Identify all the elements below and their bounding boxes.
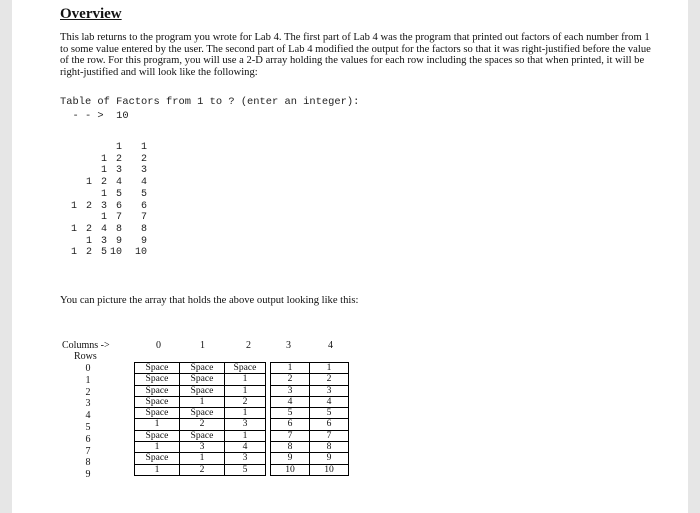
factor-cell: 1 xyxy=(100,188,107,200)
array-cell: 1 xyxy=(225,374,266,385)
array-cell: 7 xyxy=(310,430,349,441)
array-cell: Space xyxy=(180,363,225,374)
factor-cell: 3 xyxy=(100,235,107,247)
array-caption: You can picture the array that holds the above output looking like this: xyxy=(60,295,359,306)
factor-row xyxy=(62,154,147,166)
array-cell: Space xyxy=(180,374,225,385)
array-cell: 2 xyxy=(180,419,225,430)
factor-row xyxy=(62,236,147,248)
document-page xyxy=(12,0,688,513)
array-cell: 6 xyxy=(310,419,349,430)
factor-cell: 7 xyxy=(115,212,122,224)
array-cell: Space xyxy=(180,408,225,419)
row-header: 8 xyxy=(85,457,91,469)
array-cell: 1 xyxy=(225,408,266,419)
factor-row xyxy=(62,212,147,224)
array-row xyxy=(135,408,349,419)
column-header: 3 xyxy=(286,340,291,351)
factor-cell: 1 xyxy=(70,223,77,235)
factor-cell: 3 xyxy=(100,200,107,212)
array-cell: 1 xyxy=(271,363,310,374)
factor-cell xyxy=(92,142,107,154)
rows-label: Rows xyxy=(74,351,97,362)
factor-cell xyxy=(77,212,92,224)
factor-cell xyxy=(62,236,77,248)
row-header: 4 xyxy=(85,410,91,422)
factor-cell: 1 xyxy=(100,165,107,177)
array-row xyxy=(135,363,349,374)
factor-row xyxy=(62,142,147,154)
factor-cell xyxy=(77,165,92,177)
factor-row xyxy=(62,201,147,213)
array-cell: 1 xyxy=(135,464,180,475)
array-cell: Space xyxy=(135,363,180,374)
row-header: 9 xyxy=(85,469,91,481)
array-cell: 1 xyxy=(135,442,180,453)
array-cell: 2 xyxy=(310,374,349,385)
array-cell: 2 xyxy=(180,464,225,475)
array-cell: 1 xyxy=(225,385,266,396)
array-cell: 3 xyxy=(225,453,266,464)
factor-cell xyxy=(62,212,77,224)
array-cell: 2 xyxy=(271,374,310,385)
prompt-text: Table of Factors from 1 to ? (enter an integer): xyxy=(60,96,360,108)
array-cell: 3 xyxy=(310,385,349,396)
array-cell: 3 xyxy=(180,442,225,453)
factor-cell: 2 xyxy=(140,153,147,165)
column-header: 2 xyxy=(246,340,251,351)
factor-cell: 10 xyxy=(109,247,122,259)
array-row xyxy=(135,374,349,385)
array-row xyxy=(135,419,349,430)
array-cell: 1 xyxy=(135,419,180,430)
factor-cell: 1 xyxy=(70,200,77,212)
array-cell: 1 xyxy=(180,396,225,407)
array-cell: 5 xyxy=(310,408,349,419)
array-cell: 8 xyxy=(310,442,349,453)
array-cell: Space xyxy=(135,374,180,385)
factor-row xyxy=(62,165,147,177)
row-header: 1 xyxy=(85,374,91,386)
factor-cell: 1 xyxy=(100,212,107,224)
factor-cell xyxy=(62,142,77,154)
intro-paragraph: This lab returns to the program you wrote for Lab 4. The first part of Lab 4 was the program that printed out factors of each number from 1 to some value entered by the user. The second part of Lab 4 modified the output for the factors so that it was right-justified before the value of the row. For this program, you will use a 2-D array holding the values for each row including the spaces so that when printed, it will be right-justified and will look like the following: xyxy=(60,32,651,78)
factor-cell xyxy=(62,177,77,189)
array-cell: 7 xyxy=(271,430,310,441)
factor-cell: 1 xyxy=(140,142,147,153)
array-cell: Space xyxy=(135,453,180,464)
row-header: 7 xyxy=(85,445,91,457)
array-row xyxy=(135,453,349,464)
factor-cell: 9 xyxy=(115,235,122,247)
array-cell: 10 xyxy=(310,464,349,475)
prompt-input-line: - - > 10 xyxy=(60,110,129,122)
array-cell: 9 xyxy=(310,453,349,464)
array-cell: Space xyxy=(180,385,225,396)
factor-cell: 2 xyxy=(85,200,92,212)
factor-cell: 2 xyxy=(100,177,107,189)
factor-cell: 1 xyxy=(70,247,77,259)
factor-cell: 2 xyxy=(85,247,92,259)
row-header: 5 xyxy=(85,422,91,433)
array-cell: 1 xyxy=(310,363,349,374)
row-header: 0 xyxy=(85,363,91,374)
factor-cell: 2 xyxy=(85,223,92,235)
array-row xyxy=(135,396,349,407)
factor-cell: 1 xyxy=(100,153,107,165)
array-cell: 9 xyxy=(271,453,310,464)
overview-heading: Overview xyxy=(60,6,122,22)
factor-cell: 2 xyxy=(115,153,122,165)
factor-row xyxy=(62,224,147,236)
factor-cell: 8 xyxy=(140,223,147,235)
array-row xyxy=(135,442,349,453)
array-cell: 1 xyxy=(180,453,225,464)
factor-row xyxy=(62,177,147,189)
factor-output-table xyxy=(62,142,147,259)
row-header: 6 xyxy=(85,433,91,445)
array-cell: 5 xyxy=(225,464,266,475)
factor-cell xyxy=(77,142,92,154)
array-row xyxy=(135,385,349,396)
column-header: 1 xyxy=(200,340,205,351)
columns-label: Columns -> xyxy=(62,340,110,351)
row-header: 2 xyxy=(85,386,91,398)
array-cell: 10 xyxy=(271,464,310,475)
factor-cell: 3 xyxy=(140,165,147,177)
array-cell: 3 xyxy=(271,385,310,396)
array-cell: 4 xyxy=(310,396,349,407)
factor-cell xyxy=(77,154,92,166)
factor-cell: 4 xyxy=(100,223,107,235)
factor-cell: 4 xyxy=(140,177,147,189)
factor-cell: 5 xyxy=(100,247,107,259)
array-cell: 6 xyxy=(271,419,310,430)
factor-cell: 6 xyxy=(140,200,147,212)
array-cell: Space xyxy=(135,408,180,419)
column-header: 0 xyxy=(156,340,161,351)
array-cell: Space xyxy=(180,430,225,441)
array-cell: 4 xyxy=(271,396,310,407)
array-row xyxy=(135,464,349,475)
array-cell: Space xyxy=(135,385,180,396)
factor-row xyxy=(62,247,147,259)
factor-cell xyxy=(62,165,77,177)
factor-cell: 7 xyxy=(140,212,147,224)
array-grid xyxy=(134,362,349,476)
factor-cell: 1 xyxy=(85,177,92,189)
array-cell: 2 xyxy=(225,396,266,407)
factor-cell: 5 xyxy=(140,188,147,200)
factor-cell: 6 xyxy=(115,200,122,212)
array-cell: Space xyxy=(135,396,180,407)
factor-cell: 5 xyxy=(115,188,122,200)
factor-cell: 1 xyxy=(115,142,122,153)
array-cell: 4 xyxy=(225,442,266,453)
factor-cell: 8 xyxy=(115,223,122,235)
row-header: 3 xyxy=(85,398,91,410)
array-cell: Space xyxy=(225,363,266,374)
factor-cell xyxy=(62,154,77,166)
factor-cell xyxy=(62,189,77,201)
array-cell: 1 xyxy=(225,430,266,441)
array-cell: 3 xyxy=(225,419,266,430)
array-cell: 8 xyxy=(271,442,310,453)
array-cell: Space xyxy=(135,430,180,441)
factor-cell: 10 xyxy=(134,247,147,259)
factor-cell: 9 xyxy=(140,235,147,247)
factor-cell: 1 xyxy=(85,235,92,247)
factor-cell: 3 xyxy=(115,165,122,177)
factor-cell: 4 xyxy=(115,177,122,189)
array-cell: 5 xyxy=(271,408,310,419)
factor-row xyxy=(62,189,147,201)
factor-cell xyxy=(77,189,92,201)
array-row xyxy=(135,430,349,441)
column-header: 4 xyxy=(328,340,333,351)
